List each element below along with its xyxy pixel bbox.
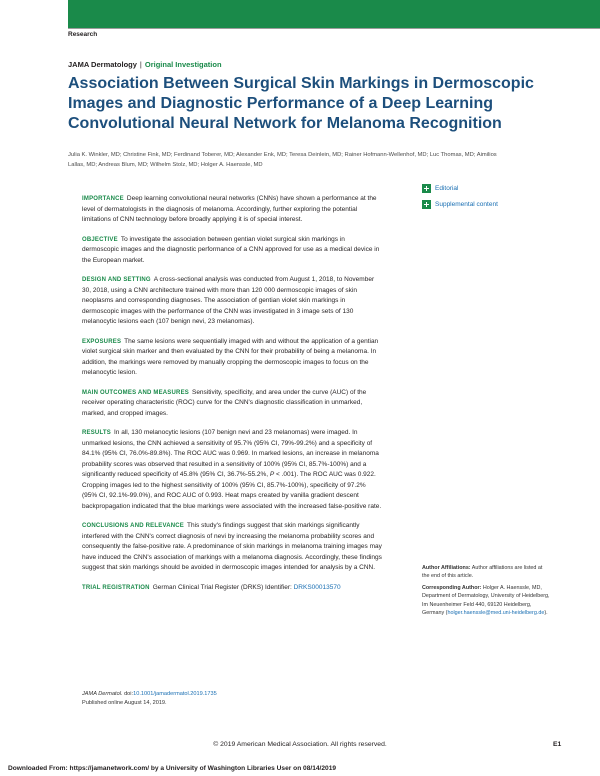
section-heading: EXPOSURES <box>82 338 122 345</box>
article-title: Association Between Surgical Skin Markings in Dermoscopic Images and Diagnostic Performance of a Deep Learning Convolutional Neural Network for Melanoma Recognition <box>68 75 534 132</box>
section-text: In all, 130 melanocytic lesions (107 benign nevi and 23 melanomas) were imaged. In unmarked lesions, the CNN achieved a sensitivity of 95.7% (95% CI, 79%-99.2%) and a specificity of 84.1% (95% CI, 76.0%-89.8%). The ROC AUC was 0.969. In marked lesions, an increase in melanoma probability scores was observed that resulted in a sensitivity of 100% (95% CI, 85.7%-100%) and a significantly reduced specificity of 45.8% (95% CI, 36.7%-55.2%, <box>82 429 379 478</box>
corresponding-heading: Corresponding Author: <box>422 584 482 591</box>
abstract-exposures <box>82 337 382 379</box>
abstract-design <box>82 275 382 328</box>
author-list: Julia K. Winkler, MD; Christine Fink, MD; Ferdinand Toberer, MD; Alexander Enk, MD; Teresa Deinlein, MD; Rainer Hofmann-Wellenhof, MD; Luc Thomas, MD; Aimilios Lallas, MD; Andreas Blum, MD; Wilhelm Stolz, MD; Holger A. Haenssle, MD <box>68 152 497 168</box>
section-text: Deep learning convolutional neural networks (CNNs) have shown a performance at the level of dermatologists in the diagnosis of melanoma. Accordingly, further exploring the potential limitations of CNN technology before broadly applying it is of special interest. <box>82 195 377 223</box>
affiliations-text: Author affiliations are listed at the end of this article. <box>422 565 543 580</box>
corresponding-text: Holger A. Haenssle, MD, Department of Dermatology, University of Heidelberg, Im Neuenheimer Feld 440, 69120 Heidelberg, Germany ( <box>422 584 550 617</box>
affiliations-heading: Author Affiliations: <box>422 565 471 571</box>
supplemental-content-link[interactable] <box>422 197 582 211</box>
section-text: To investigate the association between gentian violet surgical skin markings in dermoscopic images and the diagnostic performance of a CNN approved for use as a medical device in the European market. <box>82 235 380 264</box>
published-date: Published online August 14, 2019. <box>82 700 167 706</box>
journal-header-bar <box>68 0 600 28</box>
abstract-importance <box>82 194 382 226</box>
section-heading: CONCLUSIONS AND RELEVANCE <box>82 523 185 529</box>
author-affiliations <box>422 564 550 581</box>
page-number: E1 <box>553 741 562 748</box>
plus-icon <box>422 184 431 193</box>
trial-id-link[interactable]: DRKS00013570 <box>293 583 341 591</box>
section-text: This study's findings suggest that skin markings significantly interfered with the CNN's correct diagnosis of nevi by increasing the melanoma probability scores and consequently the false-positive rate. A predominance of skin markings in melanoma training images may have induced the CNN's association of markings with a melanoma diagnosis. Accordingly, these findings suggest that skin markings should be avoided in dermoscopic images intended for analysis by a CNN. <box>82 522 382 571</box>
section-text: A cross-sectional analysis was conducted from August 1, 2018, to November 30, 2018, using a CNN architecture trained with more than 120 000 dermoscopic images of skin neoplasms and corresponding diagnoses. The association of gentian violet skin markings in dermoscopic images with the performance of the CNN was investigated in 3 image sets of 130 melanocytic lesions each (107 benign nevi, 23 melanomas). <box>82 276 375 325</box>
section-label: Research <box>68 31 98 38</box>
section-heading: OBJECTIVE <box>82 236 118 243</box>
plus-icon <box>422 200 431 209</box>
abstract <box>82 194 382 602</box>
section-text: Sensitivity, specificity, and area under the curve (AUC) of the receiver operating characteristic (ROC) curve for the CNN's diagnostic classification in unmarked, marked, and cropped images. <box>82 388 367 417</box>
citation-doi-line <box>82 690 382 699</box>
author-notes <box>422 564 550 620</box>
editorial-link-label[interactable]: Editorial <box>435 184 459 192</box>
abstract-outcomes <box>82 388 382 420</box>
journal-name: JAMA Dermatology <box>68 60 137 69</box>
section-text: < .001). The ROC AUC was 0.922. Cropping images led to the highest sensitivity of 100% (95% CI, 85.7%-100%), specificity of 97.2% (95% CI, 92.1%-99.0%), and ROC AUC of 0.993. Heat maps created by vanilla gradient descent backpropagation indicated that the blue markings were associated with the increased false-positive rate. <box>82 471 382 510</box>
editorial-link[interactable] <box>422 181 582 195</box>
journal-separator: | <box>139 60 142 69</box>
sidebar-links <box>422 181 582 213</box>
section-heading: MAIN OUTCOMES AND MEASURES <box>82 389 189 396</box>
section-heading: DESIGN AND SETTING <box>82 277 151 283</box>
abstract-objective <box>82 235 382 267</box>
section-heading: IMPORTANCE <box>82 196 124 202</box>
supplemental-link-label[interactable]: Supplemental content <box>435 200 498 208</box>
corresponding-email-link[interactable]: holger.haenssle@med.uni-heidelberg.de <box>447 610 545 617</box>
section-heading: TRIAL REGISTRATION <box>82 584 150 591</box>
abstract-results <box>82 428 382 512</box>
abstract-conclusions <box>82 521 382 574</box>
corresponding-author <box>422 584 550 618</box>
corresponding-end: ). <box>544 610 548 617</box>
header-rule <box>68 28 600 29</box>
section-text: German Clinical Trial Register (DRKS) Identifier: <box>152 583 294 591</box>
citation-journal: JAMA Dermatol. <box>82 691 123 697</box>
doi-prefix: doi: <box>122 691 134 697</box>
abstract-trial <box>82 583 382 594</box>
article-type: Original Investigation <box>144 60 222 69</box>
citation <box>82 690 382 708</box>
p-value-symbol: P <box>269 471 275 478</box>
section-heading: RESULTS <box>82 430 111 436</box>
doi-link[interactable]: 10.1001/jamadermatol.2019.1735 <box>133 691 217 697</box>
download-stamp: Downloaded From: https://jamanetwork.com/ by a University of Washington Libraries User on 08/14/2019 <box>8 765 337 772</box>
section-text: The same lesions were sequentially imaged with and without the application of a gentian violet surgical skin marker and then evaluated by the CNN for their probability of being a melanoma. In addition, the markings were removed by manually cropping the dermoscopic images to focus on the melanocytic lesion. <box>82 337 379 376</box>
journal-line <box>68 60 222 69</box>
copyright: © 2019 American Medical Association. All rights reserved. <box>213 741 387 748</box>
